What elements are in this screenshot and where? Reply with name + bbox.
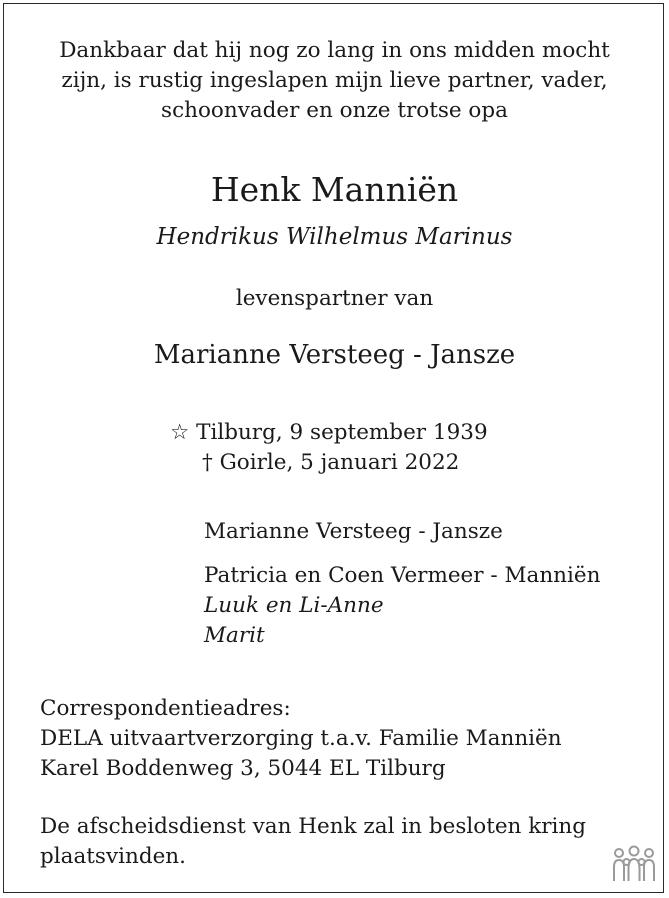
intro-line: schoonvader en onze trotse opa bbox=[161, 98, 508, 123]
family-grandchildren: Marit bbox=[204, 623, 265, 648]
correspondence-address bbox=[40, 694, 562, 784]
family-partner: Marianne Versteeg - Jansze bbox=[204, 519, 503, 544]
family-grandchildren: Luuk en Li-Anne bbox=[204, 593, 384, 618]
birth-date: ☆ Tilburg, 9 september 1939 bbox=[170, 420, 488, 445]
deceased-name: Henk Manniën bbox=[210, 170, 459, 209]
address-label: Correspondentieadres: bbox=[40, 696, 291, 721]
closing-line: plaatsvinden. bbox=[40, 844, 186, 869]
intro-line: zijn, is rustig ingeslapen mijn lieve partner, vader, bbox=[61, 68, 608, 93]
partner-name: Marianne Versteeg - Jansze bbox=[153, 340, 516, 370]
life-dates bbox=[170, 418, 488, 478]
address-line: Karel Boddenweg 3, 5044 EL Tilburg bbox=[40, 756, 446, 781]
family-list bbox=[204, 517, 600, 651]
intro-text bbox=[0, 36, 669, 126]
closing-text bbox=[40, 812, 640, 872]
death-date: † Goirle, 5 januari 2022 bbox=[202, 450, 460, 475]
closing-line: De afscheidsdienst van Henk zal in besloten kring bbox=[40, 814, 587, 839]
family-figures-icon bbox=[610, 845, 658, 885]
partner-label: levenspartner van bbox=[235, 286, 434, 311]
family-children: Patricia en Coen Vermeer - Manniën bbox=[204, 563, 601, 588]
address-line: DELA uitvaartverzorging t.a.v. Familie Manniën bbox=[40, 726, 562, 751]
intro-line: Dankbaar dat hij nog zo lang in ons midden mocht bbox=[59, 38, 610, 63]
deceased-full-name: Hendrikus Wilhelmus Marinus bbox=[156, 224, 513, 250]
